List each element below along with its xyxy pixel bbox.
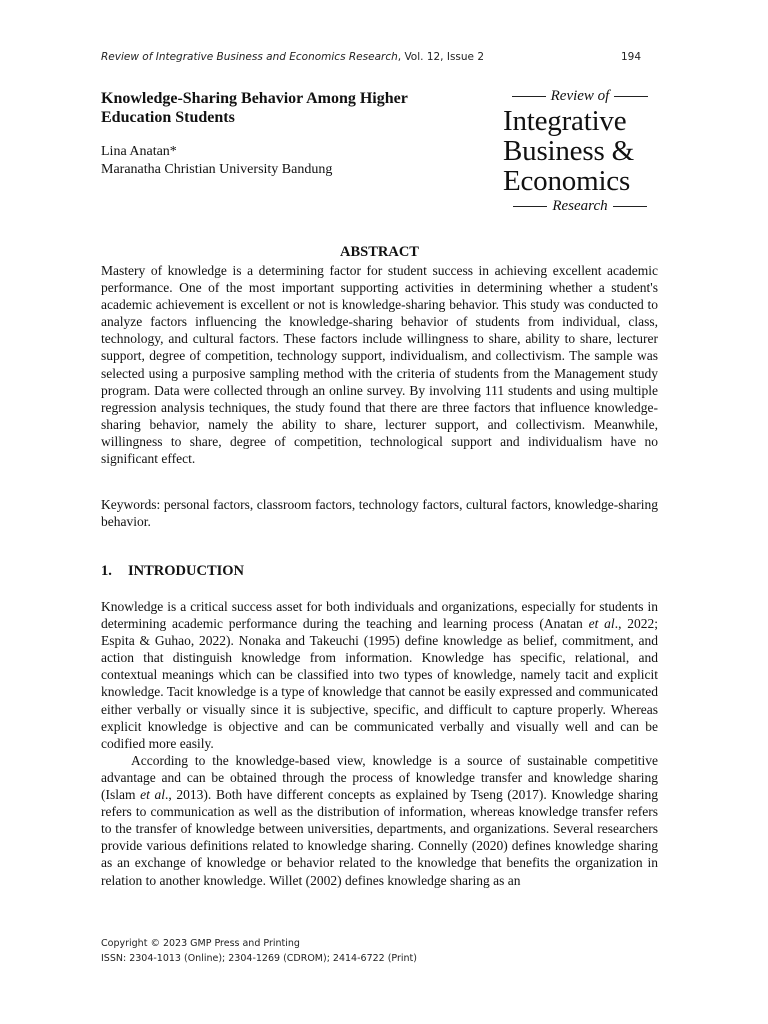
intro-p2-etal: et al [140,787,166,803]
keywords: Keywords: personal factors, classroom factors, technology factors, cultural factors, knowledge-sharing behavior. [101,497,658,530]
journal-logo [500,86,660,216]
author-block [101,143,481,179]
journal-name: Review of Integrative Business and Economics Research [101,51,398,63]
page-number: 194 [620,51,641,63]
logo-bottom-line: Research [500,196,660,216]
issn-line: ISSN: 2304-1013 (Online); 2304-1269 (CDROM); 2414-6722 (Print) [101,953,417,964]
copyright-line: Copyright © 2023 GMP Press and Printing [101,938,300,949]
intro-p1-text-a: Knowledge is a critical success asset for both individuals and organizations, especially for students in determining academic performance during the teaching and learning process (Anatan [101,599,658,632]
volume-issue: , Vol. 12, Issue 2 [397,51,485,63]
intro-p1-text-b: ., 2022; Espita & Guhao, 2022). Nonaka and Takeuchi (1995) define knowledge as belief, commitment, and action that distinguish knowledge from information. Knowledge has specific, relational, and contextual meanings which can be classified into two types of knowledge, namely tacit and explicit knowledge. Tacit knowledge is a type of knowledge that cannot be easily expressed and communicated either verbally or visually since it is subjective, specific, and difficult to capture properly. Whereas explicit knowledge is objective and can be communicated verbally and visually well and can be codified more easily. [101,616,659,751]
intro-p2-text-b: ., 2013). Both have different concepts as explained by Tseng (2017). Knowledge sharing refers to communication as well as the distribution of information, whereas knowledge transfer refers to the transfer of knowledge between universities, departments, and organizations. Several researchers provide various definitions related to knowledge sharing. Connelly (2020) defines knowledge sharing as an exchange of knowledge or behavior related to the knowledge that benefits the organization in relation to another knowledge. Willet (2002) defines knowledge sharing as an [101,787,658,888]
abstract-heading: ABSTRACT [340,244,419,260]
author-name: Lina Anatan* [101,144,177,159]
section-number: 1. [101,563,112,579]
intro-p1-etal: et al [588,616,615,632]
author-affiliation: Maranatha Christian University Bandung [101,162,333,177]
logo-line-integrative: Integrative [503,105,627,137]
page-footer [101,936,658,966]
article-title: Knowledge-Sharing Behavior Among Higher Education Students [101,90,408,126]
abstract-text: Mastery of knowledge is a determining factor for student success in achieving excellent academic performance. One of the most important supporting activities in determining whether a student's academic achievement is excellent or not is knowledge-sharing behavior. This study was conducted to analyze factors influencing the knowledge-sharing behavior of students from individual, class, technology, and cultural factors. These factors include willingness to share, ability to share, lecturer support, degree of competition, technology support, individualism, and collectivism. The sample was selected using a purposive sampling method with the criteria of students from the Management study program. Data were collected through an online survey. By involving 111 students and using multiple regression analysis techniques, the study found that there are three factors that influence knowledge-sharing behavior, namely the ability to share, lecturer support, and collectivism. Meanwhile, willingness to share, degree of competition, technological support and individualism have no significant effect. [101,263,658,467]
logo-line-business: Business & [503,135,634,167]
introduction-body [101,598,658,889]
logo-top-line: Review of [500,86,660,106]
section-heading-introduction [101,563,658,580]
section-title: INTRODUCTION [128,563,245,579]
intro-p2-text-a: According to the knowledge-based view, knowledge is a source of sustainable competitive advantage and can be obtained through the process of knowledge transfer and knowledge sharing (Islam [101,752,658,803]
running-head [101,51,661,63]
logo-line-economics: Economics [503,165,631,197]
intro-paragraph-2 [101,752,658,889]
intro-paragraph-1 [101,598,658,752]
